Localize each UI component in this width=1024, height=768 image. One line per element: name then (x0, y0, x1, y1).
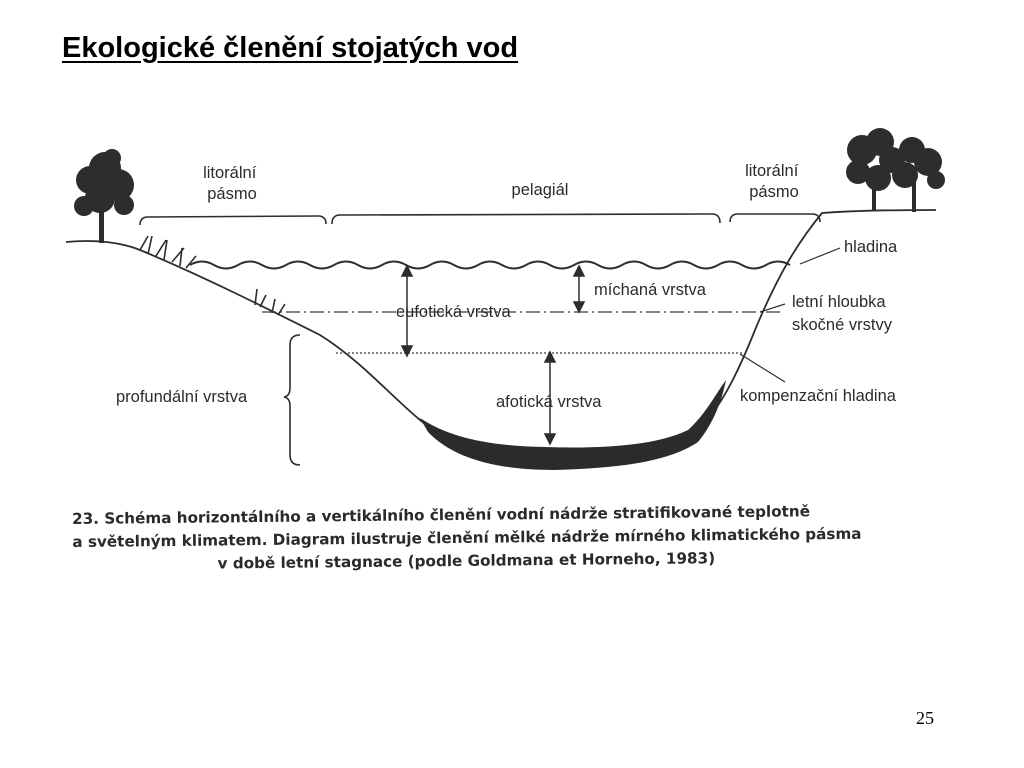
figure-caption (72, 499, 953, 577)
compensation-level-label: kompenzační hladina (740, 387, 896, 405)
caption-line-1: 23. Schéma horizontálního a vertikálního členění vodní nádrže stratifikované teplotně (72, 502, 811, 528)
littoral-left-label: litorální pásmo (203, 164, 257, 203)
profundal-bracket (284, 335, 300, 465)
left-tree-icon (74, 149, 134, 243)
euphotic-layer-label: eufotická vrstva (396, 303, 511, 321)
slide-title: Ekologické členění stojatých vod (62, 32, 519, 64)
layer-arrows (402, 266, 584, 444)
mixed-layer-label: míchaná vrstva (594, 281, 706, 299)
right-trees-icon (846, 128, 945, 212)
aphotic-layer-label: afotická vrstva (496, 393, 602, 411)
reed-vegetation (140, 236, 285, 315)
caption-line-3: v době letní stagnace (podle Goldmana et Horneho, 1983) (217, 549, 716, 573)
surface-label: hladina (844, 238, 898, 256)
caption-line-2: a světelným klimatem. Diagram ilustruje členění mělké nádrže mírného klimatického pásma (72, 524, 862, 551)
pelagial-label: pelagiál (511, 181, 569, 199)
littoral-right-label: litorální pásmo (745, 162, 799, 201)
thermocline-label: letní hloubka skočné vrstvy (792, 293, 892, 334)
water-surface-wave (190, 262, 790, 269)
page-number: 25 (916, 708, 934, 728)
horizontal-zone-brackets (140, 214, 820, 225)
lake-zonation-diagram (0, 110, 1024, 490)
profundal-layer-label: profundální vrstva (116, 388, 248, 406)
